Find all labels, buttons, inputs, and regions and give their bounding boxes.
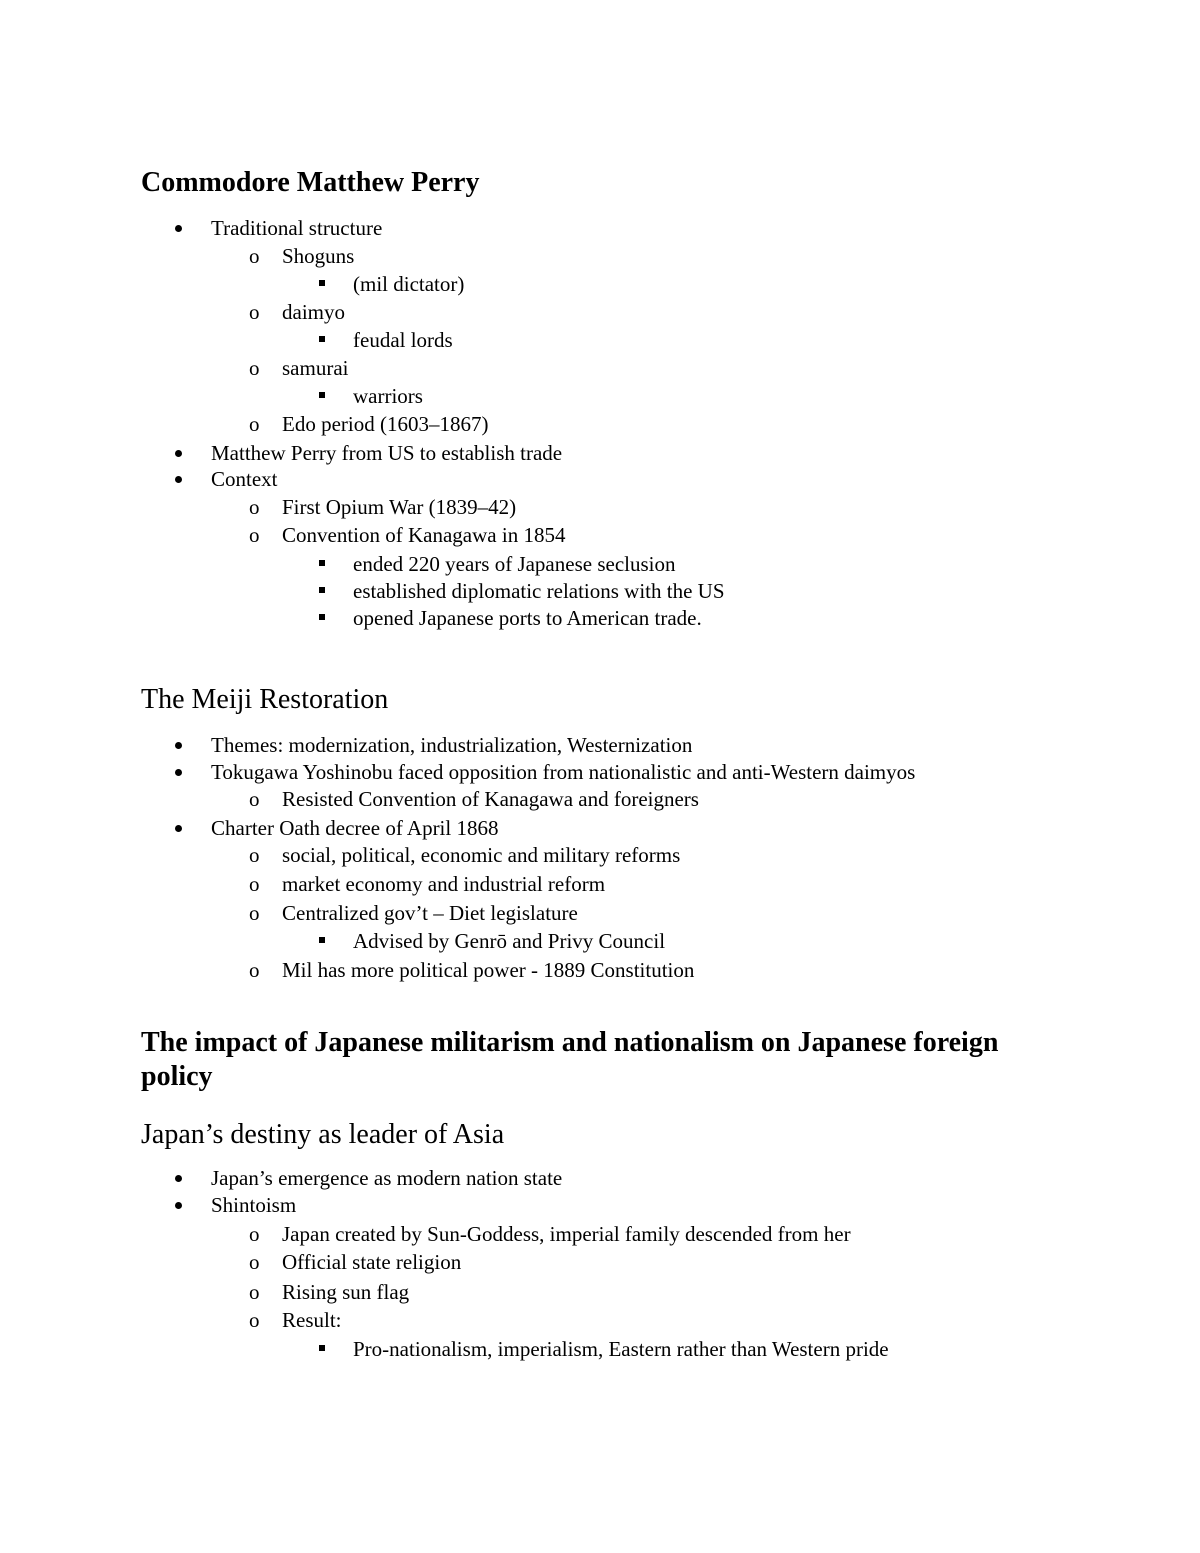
bullet-dot-icon bbox=[175, 450, 182, 457]
square-bullet-icon bbox=[319, 1345, 325, 1351]
square-bullet-icon bbox=[319, 392, 325, 398]
list-item: Shintoism bbox=[211, 1192, 296, 1218]
square-bullet-icon bbox=[319, 614, 325, 620]
heading-impact-of-japanese-militarism: The impact of Japanese militarism and nationalism on Japanese foreign policy bbox=[141, 1027, 999, 1092]
circle-bullet-icon: o bbox=[249, 244, 260, 268]
list-item: Japan’s emergence as modern nation state bbox=[211, 1165, 562, 1191]
list-item: o daimyo bbox=[249, 300, 345, 324]
circle-bullet-icon: o bbox=[249, 872, 260, 896]
bullet-dot-icon bbox=[175, 225, 182, 232]
list-item: o Shoguns bbox=[249, 244, 355, 268]
list-item: o market economy and industrial reform bbox=[249, 872, 606, 896]
circle-bullet-icon: o bbox=[249, 495, 260, 519]
heading-commodore-matthew-perry: Commodore Matthew Perry bbox=[141, 167, 480, 198]
list-item: opened Japanese ports to American trade. bbox=[353, 605, 702, 631]
list-item: Charter Oath decree of April 1868 bbox=[211, 815, 498, 841]
bullet-dot-icon bbox=[175, 476, 182, 483]
bullet-dot-icon bbox=[175, 742, 182, 749]
list-item: o First Opium War (1839–42) bbox=[249, 495, 517, 519]
circle-bullet-icon: o bbox=[249, 300, 260, 324]
list-item: feudal lords bbox=[353, 327, 453, 353]
circle-bullet-icon: o bbox=[249, 523, 260, 547]
circle-bullet-icon: o bbox=[249, 901, 260, 925]
square-bullet-icon bbox=[319, 937, 325, 943]
list-item: o Rising sun flag bbox=[249, 1280, 410, 1304]
square-bullet-icon bbox=[319, 560, 325, 566]
circle-bullet-icon: o bbox=[249, 787, 260, 811]
list-item: Tokugawa Yoshinobu faced opposition from nationalistic and anti-Western daimyos bbox=[211, 759, 915, 785]
square-bullet-icon bbox=[319, 280, 325, 286]
heading-meiji-restoration: The Meiji Restoration bbox=[141, 684, 389, 715]
circle-bullet-icon: o bbox=[249, 1280, 260, 1304]
square-bullet-icon bbox=[319, 587, 325, 593]
square-bullet-icon bbox=[319, 336, 325, 342]
list-item: o Mil has more political power - 1889 Constitution bbox=[249, 958, 695, 982]
list-item: o social, political, economic and military reforms bbox=[249, 843, 681, 867]
list-item: o Centralized gov’t – Diet legislature bbox=[249, 901, 578, 925]
list-item: o Convention of Kanagawa in 1854 bbox=[249, 523, 566, 547]
list-item: o Japan created by Sun-Goddess, imperial family descended from her bbox=[249, 1222, 851, 1246]
list-item: Pro-nationalism, imperialism, Eastern rather than Western pride bbox=[353, 1336, 889, 1362]
heading-japans-destiny: Japan’s destiny as leader of Asia bbox=[141, 1119, 505, 1150]
list-item: o Official state religion bbox=[249, 1250, 462, 1274]
circle-bullet-icon: o bbox=[249, 1222, 260, 1246]
bullet-dot-icon bbox=[175, 1202, 182, 1209]
circle-bullet-icon: o bbox=[249, 958, 260, 982]
bullet-dot-icon bbox=[175, 825, 182, 832]
circle-bullet-icon: o bbox=[249, 1250, 260, 1274]
circle-bullet-icon: o bbox=[249, 356, 260, 380]
list-item: o Edo period (1603–1867) bbox=[249, 412, 489, 436]
list-item: warriors bbox=[353, 383, 423, 409]
list-item: Advised by Genrō and Privy Council bbox=[353, 928, 665, 954]
list-item: o samurai bbox=[249, 356, 349, 380]
list-item: (mil dictator) bbox=[353, 271, 464, 297]
list-item: established diplomatic relations with the US bbox=[353, 578, 725, 604]
list-item: Context bbox=[211, 466, 278, 492]
bullet-dot-icon bbox=[175, 1175, 182, 1182]
circle-bullet-icon: o bbox=[249, 412, 260, 436]
list-item: o Result: bbox=[249, 1308, 342, 1332]
list-item: Matthew Perry from US to establish trade bbox=[211, 440, 562, 466]
bullet-dot-icon bbox=[175, 769, 182, 776]
list-item: Traditional structure bbox=[211, 215, 382, 241]
circle-bullet-icon: o bbox=[249, 843, 260, 867]
list-item: ended 220 years of Japanese seclusion bbox=[353, 551, 675, 577]
list-item: Themes: modernization, industrialization, Westernization bbox=[211, 732, 692, 758]
list-item: o Resisted Convention of Kanagawa and foreigners bbox=[249, 787, 699, 811]
circle-bullet-icon: o bbox=[249, 1308, 260, 1332]
